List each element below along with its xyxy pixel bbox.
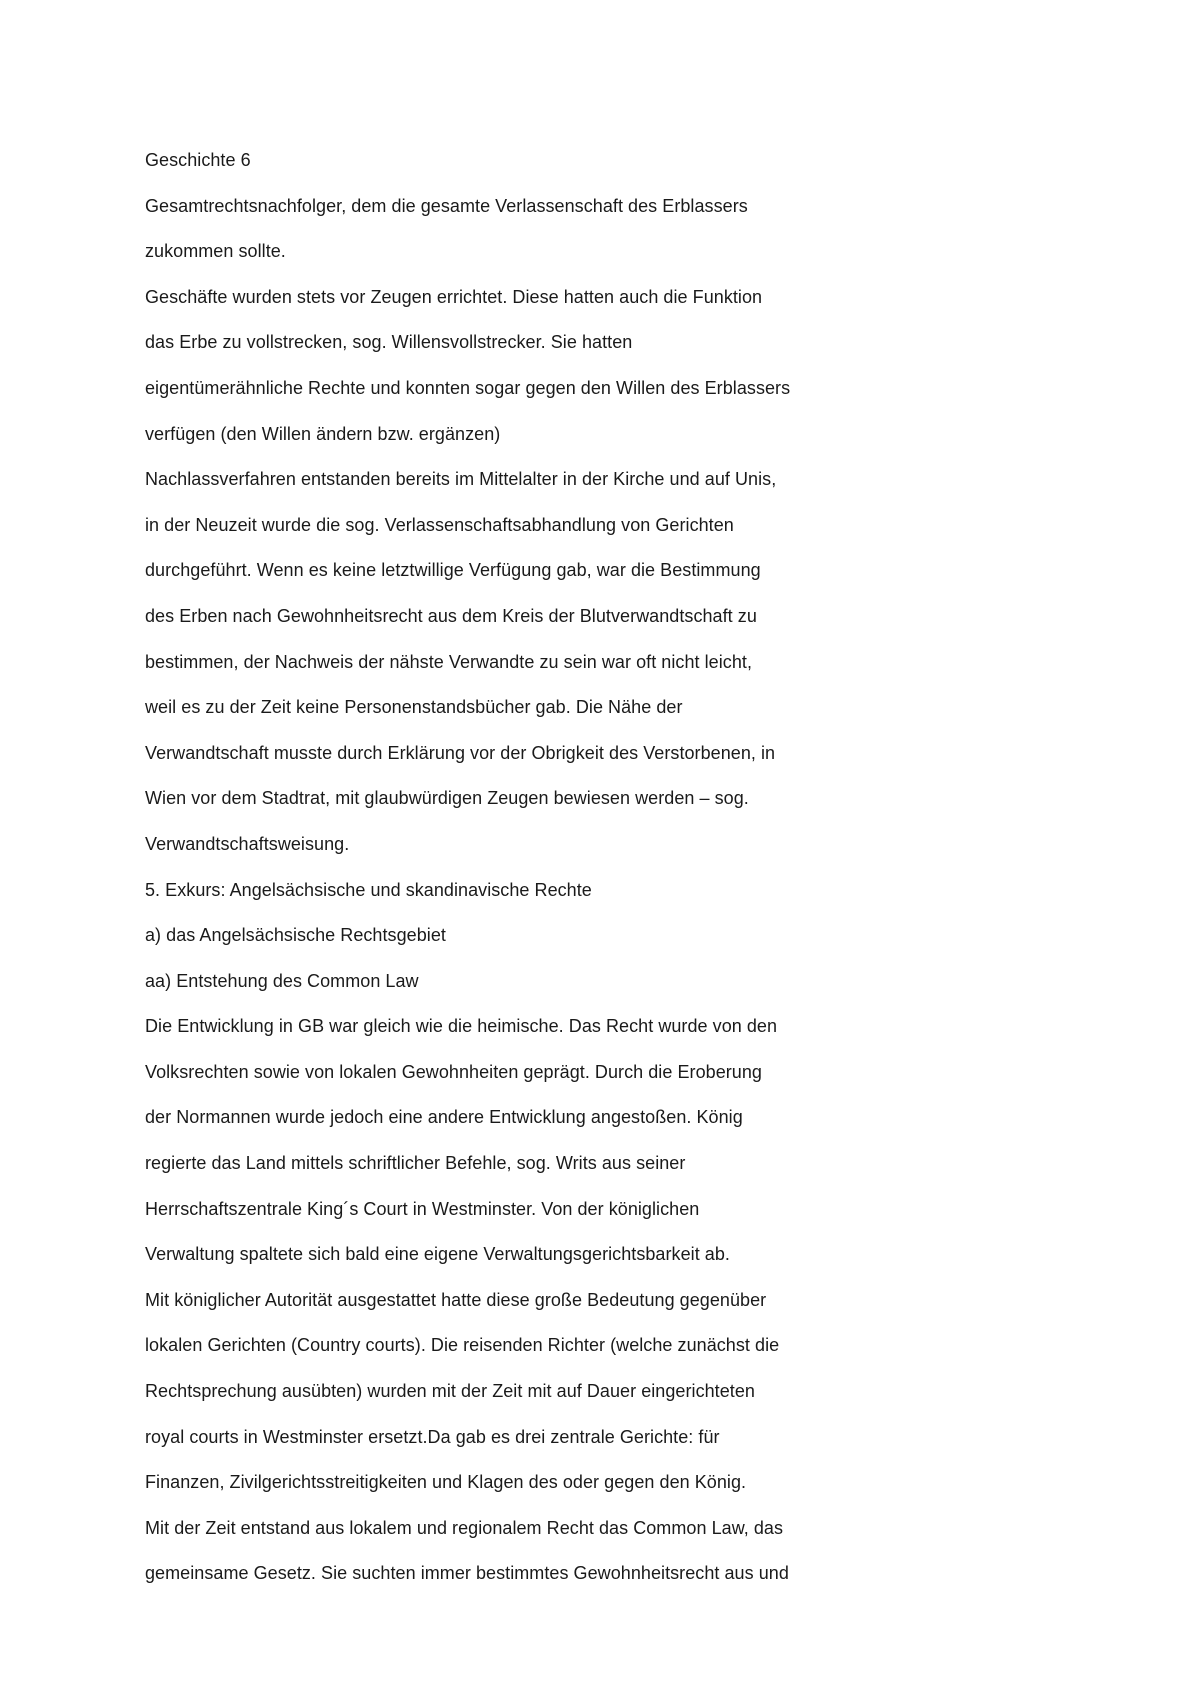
text-line: Die Entwicklung in GB war gleich wie die heimische. Das Recht wurde von den xyxy=(145,1016,778,1037)
text-line: Geschäfte wurden stets vor Zeugen errichtet. Diese hatten auch die Funktion xyxy=(145,286,763,307)
text-line: Verwaltung spaltete sich bald eine eigene Verwaltungsgerichtsbarkeit ab. xyxy=(145,1244,730,1265)
text-line: Nachlassverfahren entstanden bereits im Mittelalter in der Kirche und auf Unis, xyxy=(145,469,777,490)
document-body xyxy=(145,138,905,1597)
page-title: Geschichte 6 xyxy=(145,150,251,170)
text-line: Mit königlicher Autorität ausgestattet hatte diese große Bedeutung gegenüber xyxy=(145,1289,767,1310)
text-line: weil es zu der Zeit keine Personenstandsbücher gab. Die Nähe der xyxy=(145,697,683,718)
text-line: regierte das Land mittels schriftlicher Befehle, sog. Writs aus seiner xyxy=(145,1153,686,1174)
text-line: Verwandtschaftsweisung. xyxy=(145,833,350,854)
text-line: royal courts in Westminster ersetzt.Da gab es drei zentrale Gerichte: für xyxy=(145,1426,720,1447)
text-line: zukommen sollte. xyxy=(145,241,286,262)
text-line: durchgeführt. Wenn es keine letztwillige Verfügung gab, war die Bestimmung xyxy=(145,560,761,581)
subsection-heading: a) das Angelsächsische Rechtsgebiet xyxy=(145,925,446,946)
text-line: gemeinsame Gesetz. Sie suchten immer bestimmtes Gewohnheitsrecht aus und xyxy=(145,1563,789,1584)
text-line: Rechtsprechung ausübten) wurden mit der Zeit mit auf Dauer eingerichteten xyxy=(145,1381,755,1402)
text-line: lokalen Gerichten (Country courts). Die reisenden Richter (welche zunächst die xyxy=(145,1335,780,1356)
text-line: bestimmen, der Nachweis der nähste Verwandte zu sein war oft nicht leicht, xyxy=(145,651,752,672)
text-line: der Normannen wurde jedoch eine andere Entwicklung angestoßen. König xyxy=(145,1107,743,1128)
text-line: des Erben nach Gewohnheitsrecht aus dem Kreis der Blutverwandtschaft zu xyxy=(145,605,757,626)
text-line: verfügen (den Willen ändern bzw. ergänzen) xyxy=(145,423,501,444)
text-line: Volksrechten sowie von lokalen Gewohnheiten geprägt. Durch die Eroberung xyxy=(145,1061,762,1082)
text-line: eigentümerähnliche Rechte und konnten sogar gegen den Willen des Erblassers xyxy=(145,377,791,398)
text-line: Herrschaftszentrale King´s Court in Westminster. Von der königlichen xyxy=(145,1198,700,1219)
text-line: Verwandtschaft musste durch Erklärung vor der Obrigkeit des Verstorbenen, in xyxy=(145,742,776,763)
text-line: Wien vor dem Stadtrat, mit glaubwürdigen Zeugen bewiesen werden – sog. xyxy=(145,788,749,809)
text-line: das Erbe zu vollstrecken, sog. Willensvollstrecker. Sie hatten xyxy=(145,332,633,353)
text-line: Mit der Zeit entstand aus lokalem und regionalem Recht das Common Law, das xyxy=(145,1517,784,1538)
text-line: in der Neuzeit wurde die sog. Verlassenschaftsabhandlung von Gerichten xyxy=(145,514,734,535)
text-line: Finanzen, Zivilgerichtsstreitigkeiten und Klagen des oder gegen den König. xyxy=(145,1472,747,1493)
section-heading: 5. Exkurs: Angelsächsische und skandinavische Rechte xyxy=(145,879,592,900)
text-line: Gesamtrechtsnachfolger, dem die gesamte Verlassenschaft des Erblassers xyxy=(145,195,748,216)
subsubsection-heading: aa) Entstehung des Common Law xyxy=(145,970,419,991)
